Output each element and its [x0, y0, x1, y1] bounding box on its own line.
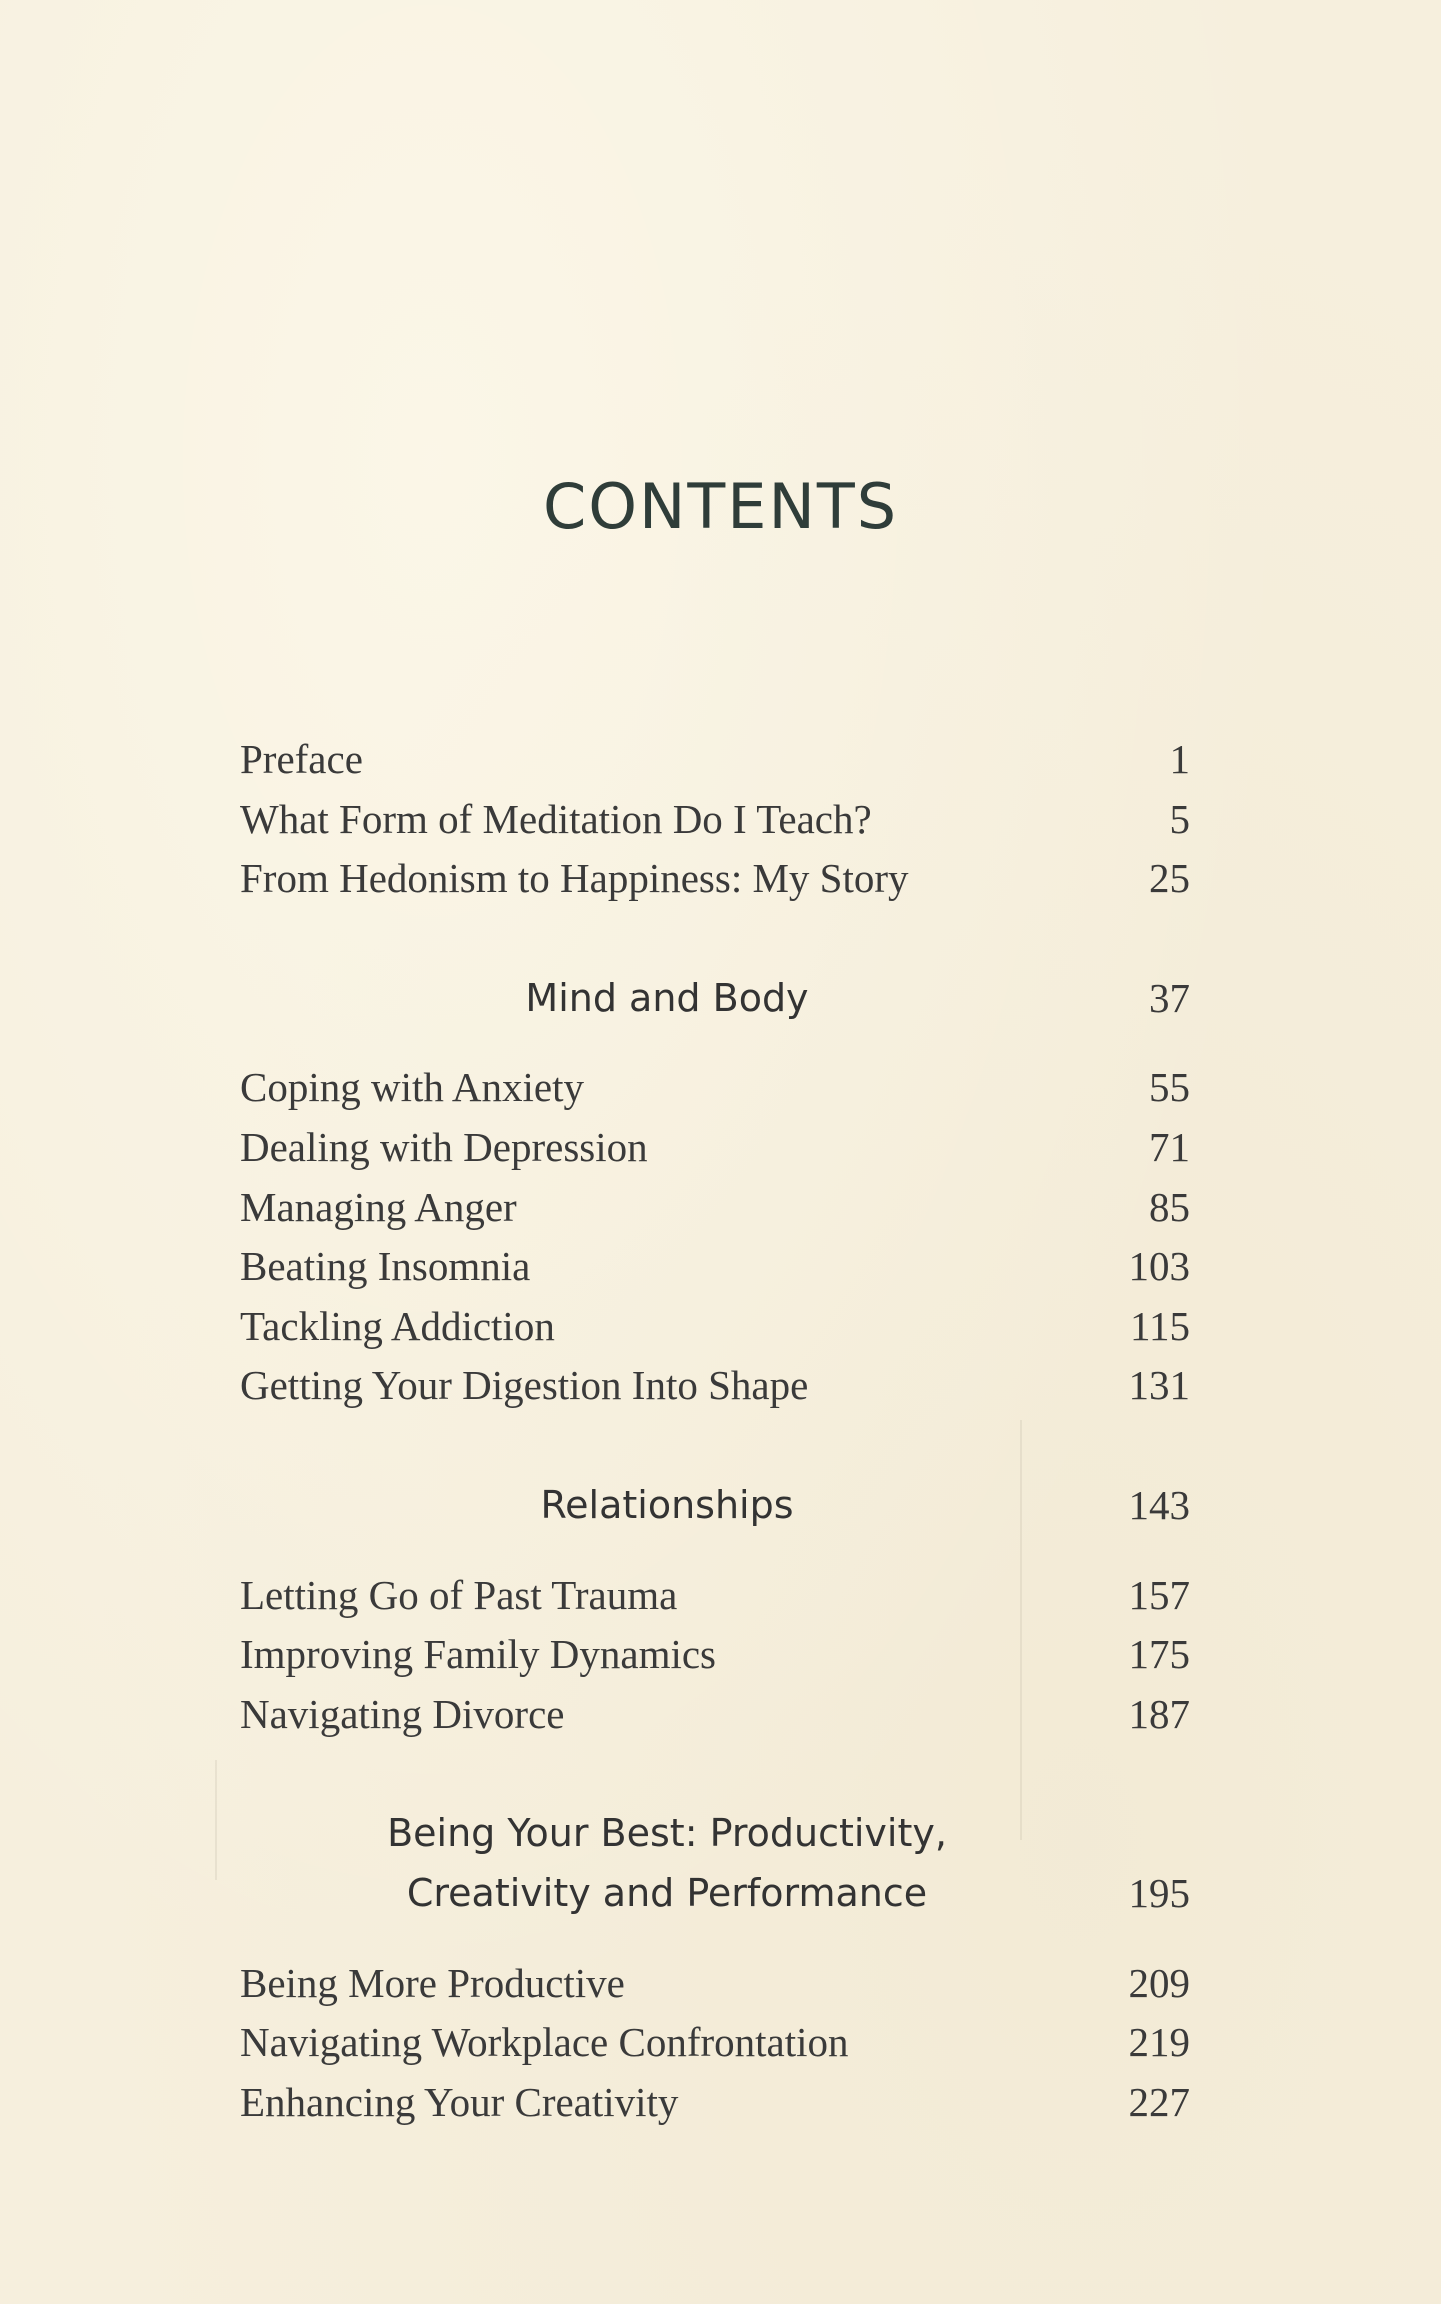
toc-entry-label: What Form of Meditation Do I Teach? [240, 795, 872, 842]
toc-entry-label: Preface [240, 736, 363, 782]
toc-entry-page: 187 [1128, 1690, 1190, 1737]
toc-entry [240, 1625, 1190, 1685]
toc-section-heading [240, 1804, 1190, 1923]
section-page: 195 [1128, 1869, 1190, 1916]
toc-entry-page: 71 [1149, 1123, 1190, 1170]
toc-entry-page: 219 [1128, 2019, 1190, 2066]
toc-entry [240, 1356, 1190, 1416]
toc-entry [240, 1566, 1190, 1626]
toc-entry-label: From Hedonism to Happiness: My Story [240, 855, 909, 902]
toc-entry [240, 849, 1190, 909]
toc-entry-page: 25 [1149, 855, 1190, 902]
toc-entry-page: 209 [1128, 1959, 1190, 2006]
toc-entry-label: Improving Family Dynamics [240, 1631, 717, 1678]
toc-section-heading [240, 1476, 1190, 1536]
toc-entry-label: Enhancing Your Creativity [240, 2078, 679, 2125]
toc-entry-label: Managing Anger [240, 1183, 517, 1230]
toc-entry-page: 85 [1149, 1183, 1190, 1230]
toc-entry [240, 790, 1190, 850]
section-heading-text: Creativity and Performance [406, 1870, 928, 1915]
toc-entry-page: 1 [1169, 736, 1190, 782]
section-heading-text: Relationships [540, 1482, 794, 1527]
section-page: 143 [1128, 1481, 1190, 1528]
toc-entry-label: Being More Productive [240, 1959, 625, 2006]
toc-entry-label: Dealing with Depression [240, 1123, 648, 1170]
toc-entry-label: Beating Insomnia [240, 1243, 531, 1290]
toc-entry [240, 2073, 1190, 2133]
toc-entry-page: 175 [1128, 1631, 1190, 1678]
toc-section-heading [240, 969, 1190, 1029]
toc-entry-label: Tackling Addiction [240, 1302, 555, 1349]
section-page: 37 [1149, 974, 1190, 1021]
toc-entry [240, 730, 1190, 790]
toc-entry [240, 1237, 1190, 1297]
toc-entry-label: Getting Your Digestion Into Shape [240, 1362, 809, 1409]
toc-entry [240, 1178, 1190, 1238]
section-heading-text: Mind and Body [525, 975, 809, 1020]
toc-entry-label: Navigating Workplace Confrontation [240, 2019, 849, 2066]
toc-entry-page: 157 [1128, 1571, 1190, 1618]
toc-entry [240, 1297, 1190, 1357]
toc-entry [240, 1058, 1190, 1118]
section-heading-text: Being Your Best: Productivity, [387, 1811, 947, 1856]
toc-entry-page: 55 [1149, 1064, 1190, 1111]
toc-entry [240, 1954, 1190, 2014]
toc-entry-page: 227 [1128, 2078, 1190, 2125]
table-of-contents [240, 730, 1190, 2132]
toc-entry-page: 115 [1130, 1302, 1190, 1349]
toc-entry-label: Navigating Divorce [240, 1690, 565, 1737]
toc-entry-page: 131 [1128, 1362, 1190, 1409]
toc-entry-page: 103 [1128, 1243, 1190, 1290]
toc-entry-label: Letting Go of Past Trauma [240, 1571, 678, 1618]
toc-entry-label: Coping with Anxiety [240, 1064, 584, 1111]
toc-entry [240, 1685, 1190, 1745]
toc-entry-page: 5 [1169, 795, 1190, 842]
toc-entry [240, 1118, 1190, 1178]
toc-entry [240, 2013, 1190, 2073]
page-title: CONTENTS [542, 470, 899, 543]
